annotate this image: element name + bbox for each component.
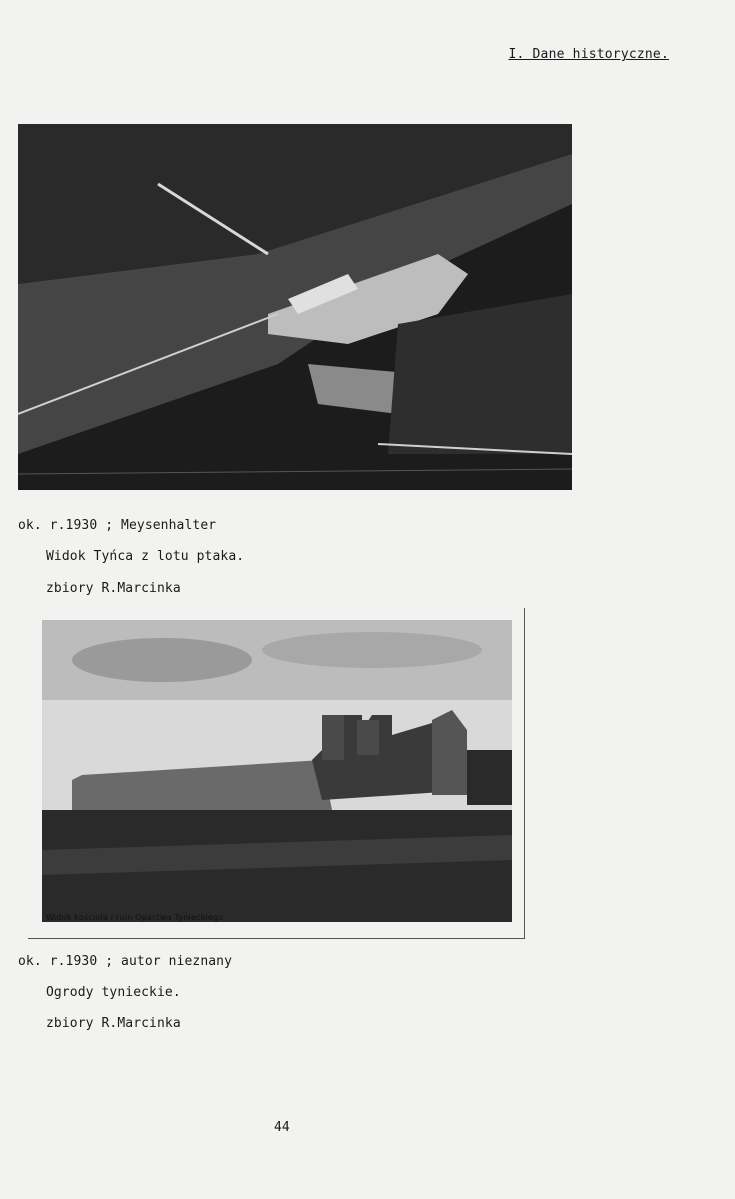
figure2-caption-line2: Ogrody tynieckie. bbox=[46, 985, 181, 1000]
section-header: I. Dane historyczne. bbox=[508, 47, 669, 62]
postcard-frame bbox=[28, 608, 525, 939]
figure1-caption-line3: zbiory R.Marcinka bbox=[46, 581, 181, 596]
figure2-caption-line1: ok. r.1930 ; autor nieznany bbox=[18, 954, 233, 969]
postcard-caption: Widok kościoła i ruin Opactwa Tynieckiego bbox=[46, 913, 224, 922]
figure1-caption-line2: Widok Tyńca z lotu ptaka. bbox=[46, 549, 245, 564]
figure1-caption-line1: ok. r.1930 ; Meysenhalter bbox=[18, 518, 217, 533]
aerial-photo bbox=[18, 124, 572, 490]
page-number: 44 bbox=[274, 1120, 290, 1135]
postcard-photo bbox=[42, 620, 512, 922]
figure2-caption-line3: zbiory R.Marcinka bbox=[46, 1016, 181, 1031]
